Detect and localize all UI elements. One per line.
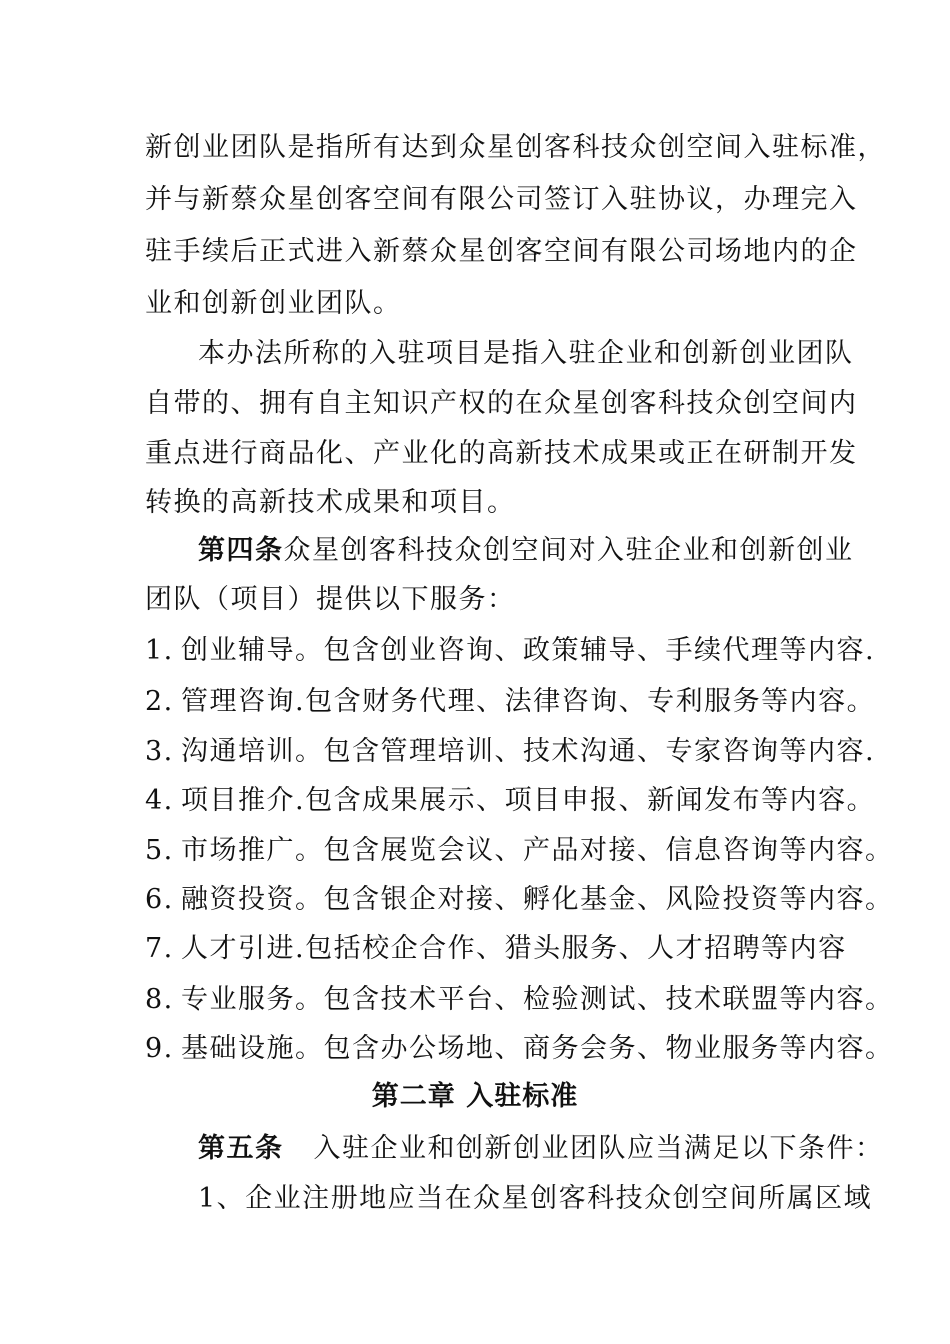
service-item-3 [145, 734, 875, 770]
service-text: 专业服务。包含技术平台、检验测试、技术联盟等内容。 [181, 984, 894, 1015]
paragraph-1-line-4: 业和创新创业团队。 [145, 288, 402, 319]
paragraph-2-line-3: 重点进行商品化、产业化的高新技术成果或正在研制开发 [145, 438, 858, 469]
service-number: 1. [145, 635, 174, 666]
service-text: 创业辅导。包含创业咨询、政策辅导、手续代理等内容. [181, 635, 876, 666]
service-item-4 [145, 783, 875, 819]
service-item-9 [145, 1031, 894, 1067]
service-text: 管理咨询.包含财务代理、法律咨询、专利服务等内容。 [181, 686, 876, 717]
service-text: 人才引进.包括校企合作、猎头服务、人才招聘等内容 [181, 933, 847, 964]
article-4-text: 众星创客科技众创空间对入驻企业和创新创业 [283, 535, 854, 566]
service-text: 项目推介.包含成果展示、项目申报、新闻发布等内容。 [181, 785, 876, 816]
service-text: 基础设施。包含办公场地、商务会务、物业服务等内容。 [181, 1033, 894, 1064]
paragraph-2-line-4: 转换的高新技术成果和项目。 [145, 487, 516, 518]
paragraph-1-line-3: 驻手续后正式进入新蔡众星创客空间有限公司场地内的企 [145, 236, 858, 267]
paragraph-1-line-1: 新创业团队是指所有达到众星创客科技众创空间入驻标准， [145, 132, 886, 163]
service-text: 融资投资。包含银企对接、孵化基金、风险投资等内容。 [181, 884, 894, 915]
article-5-line [198, 1131, 884, 1167]
article-5-text: 入驻企业和创新创业团队应当满足以下条件： [313, 1133, 884, 1164]
service-item-8 [145, 982, 894, 1018]
service-text: 市场推广。包含展览会议、产品对接、信息咨询等内容。 [181, 835, 894, 866]
service-item-1 [145, 633, 875, 669]
service-text: 沟通培训。包含管理培训、技术沟通、专家咨询等内容. [181, 736, 876, 767]
condition-1-line: 1、企业注册地应当在众星创客科技众创空间所属区域 [198, 1183, 873, 1214]
service-item-5 [145, 833, 894, 869]
service-item-7 [145, 931, 847, 967]
article-5-label: 第五条 [198, 1133, 284, 1164]
paragraph-1-line-2: 并与新蔡众星创客空间有限公司签订入驻协议，办理完入 [145, 184, 858, 215]
article-4-label: 第四条 [198, 535, 284, 566]
service-item-6 [145, 882, 894, 918]
service-number: 9. [145, 1033, 174, 1064]
chapter-2-heading: 第二章 入驻标准 [371, 1081, 579, 1112]
paragraph-2-line-2: 自带的、拥有自主知识产权的在众星创客科技众创空间内 [145, 388, 858, 419]
service-number: 8. [145, 984, 174, 1015]
service-item-2 [145, 684, 875, 720]
service-number: 6. [145, 884, 174, 915]
service-number: 2. [145, 686, 174, 717]
service-number: 3. [145, 736, 174, 767]
paragraph-2-line-1: 本办法所称的入驻项目是指入驻企业和创新创业团队 [198, 338, 854, 369]
article-4-line-2: 团队（项目）提供以下服务： [145, 584, 516, 615]
service-number: 4. [145, 785, 174, 816]
service-number: 7. [145, 933, 174, 964]
service-number: 5. [145, 835, 174, 866]
article-4-line-1 [198, 533, 854, 569]
